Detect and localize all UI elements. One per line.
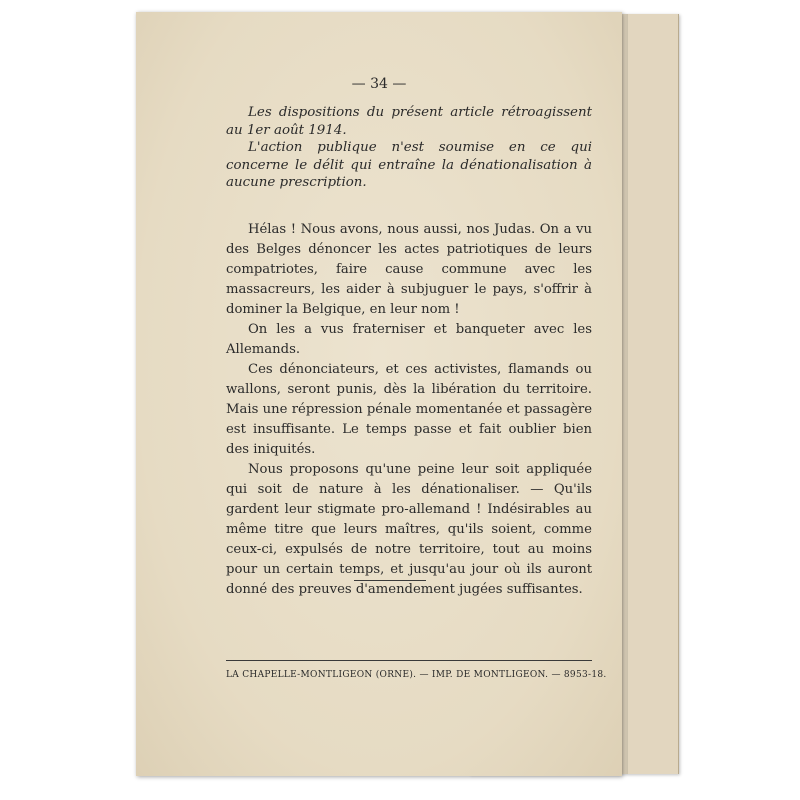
printer-imprint: LA CHAPELLE-MONTLIGEON (ORNE). — IMP. DE MONTLIGEON. — 8953-18.	[226, 670, 607, 680]
body-paragraph: Ces dénonciateurs, et ces activistes, flamands ou wallons, seront punis, dès la libération du territoire. Mais une répression pénale momentanée et passagère est insuffisante. Le temps passe et fait oublier bien des iniquités.	[226, 362, 592, 457]
italic-paragraph: L'action publique n'est soumise en ce qui concerne le délit qui entraîne la dénationalisation à aucune prescription.	[226, 140, 592, 190]
body-text	[226, 220, 592, 600]
body-paragraph: Hélas ! Nous avons, nous aussi, nos Judas. On a vu des Belges dénoncer les actes patriotiques de leurs compatriotes, faire cause commune avec les massacreurs, les aider à subjuguer le pays, s'offrir à dominer la Belgique, en leur nom !	[226, 222, 592, 317]
document-page	[136, 12, 622, 776]
footer-rule	[226, 660, 592, 661]
section-divider	[354, 580, 426, 581]
page-number: — 34 —	[351, 76, 407, 92]
italic-article-text	[226, 104, 592, 192]
italic-paragraph: Les dispositions du présent article rétroagissent au 1er août 1914.	[226, 105, 592, 138]
body-paragraph: On les a vus fraterniser et banqueter avec les Allemands.	[226, 322, 592, 357]
body-paragraph: Nous proposons qu'une peine leur soit appliquée qui soit de nature à les dénationaliser. — Qu'ils gardent leur stigmate pro-allemand ! Indésirables au même titre que leurs maîtres, qu'ils soient, comme ceux-ci, expulsés de notre territoire, tout au moins pour un certain temps, et jusqu'au jour où ils auront donné des preuves d'amendement jugées suffisantes.	[226, 462, 592, 597]
